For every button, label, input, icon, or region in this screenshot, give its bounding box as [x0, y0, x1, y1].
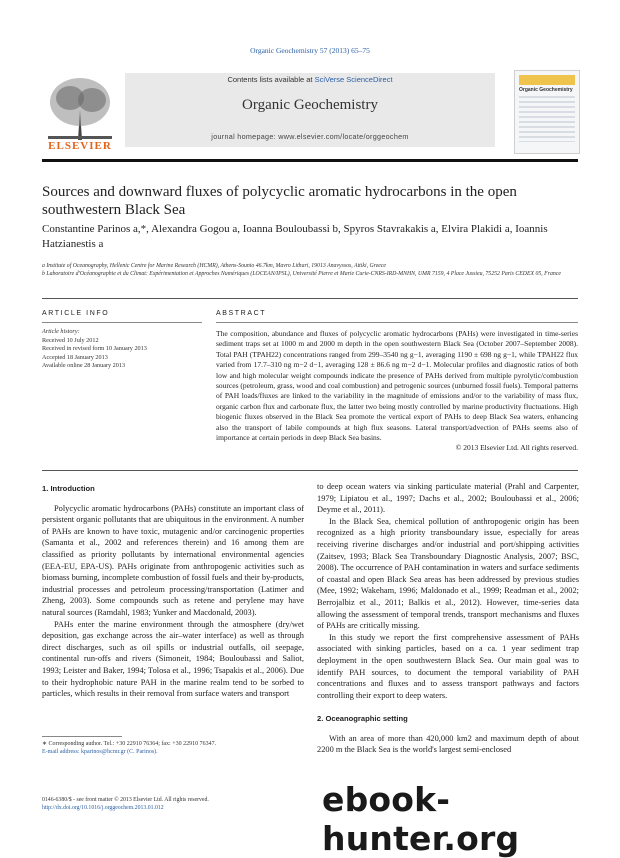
affiliation-a: a Institute of Oceanography, Hellenic Centre for Marine Research (HCMR), Athens-Sounio 46.7km, Mavro Lithari, 19013 Anavyssos, Attiki, Greece [42, 263, 386, 269]
right-paragraph-2: In this study we report the first comprehensive assessment of PAHs associated with sinking particles, based on a ca. 1 year sediment trap deployment in the open southwestern Black Sea. Our main goal was to identify PAH sources, to document the temporal variability of PAH concentrations and fluxes and to assess transport pathways and factors controlling their export to deep waters. [317, 632, 579, 700]
author-email[interactable]: E-mail address: kparinos@hcmr.gr (C. Parinos). [42, 749, 158, 755]
author-list: Constantine Parinos a,*, Alexandra Gogou a, Ioanna Bouloubassi b, Spyros Stavrakakis a, Elvira Plakidi a, Ioannis Hatzianestis a [42, 223, 548, 250]
right-paragraph-1: In the Black Sea, chemical pollution of anthropogenic origin has been recognized as a high priority transboundary issue, especially for areas receiving riverine discharges and/or industrial and port/shipping activities (Zaitsev, 1993; Black Sea Transboundary Diagnostic Analysis, 2007; BSC, 2008). The occurrence of PAH contamination in waters and surface sediments of coastal and open Black Sea areas has been addressed by previous studies (Mee, 1992; Wakeham, 1996; Maldonado et al., 1999; Readman et al., 2002; Berrojalbiz et al., 2011; Balkis et al., 2012). However, time-series data allowing the assessment of temporal trends, transport mechanisms and fluxes of PAHs are critically missing. [317, 516, 579, 631]
footnote [42, 740, 302, 756]
page-footer [42, 797, 302, 812]
abstract-body [216, 329, 578, 454]
setting-heading: 2. Oceanographic setting [317, 714, 408, 724]
history-received: Received 10 July 2012 [42, 336, 99, 344]
elsevier-logo [42, 70, 118, 152]
right-column [317, 481, 579, 756]
history-accepted: Accepted 18 January 2013 [42, 353, 108, 361]
intro-paragraph-1: Polycyclic aromatic hydrocarbons (PAHs) constitute an important class of persistent organic pollutants that are ubiquitous in the environment. A number of PAHs are known to have toxic, mutagenic and/or carcinogenic properties (Samanta et al., 2002 and references therein) and 16 among them are classified as priority pollutants by international environmental agencies (EEA-EU, EPA-US). PAHs originate from anthropogenic activities such as biomass burning, incomplete combustion of fossil fuels and their by-products, industrial processes and petroleum processing/transportation (Latimer and Zheng, 2003). Some compounds such as retene and perylene may have natural sources (Ramdahl, 1983; Yunker and Macdonald, 2003). [42, 503, 304, 617]
cover-contents [519, 96, 575, 142]
journal-title: Organic Geochemistry [242, 97, 378, 113]
abstract-bottom-rule [42, 470, 578, 471]
watermark-text: ebook-hunter.org [322, 780, 520, 858]
article-info-rule [42, 322, 202, 323]
elsevier-wordmark: ELSEVIER [48, 140, 112, 152]
masthead [42, 64, 578, 156]
journal-reference[interactable]: Organic Geochemistry 57 (2013) 65–75 [250, 46, 370, 55]
journal-cover-thumbnail [514, 70, 580, 154]
sciencedirect-link[interactable]: SciVerse ScienceDirect [314, 75, 393, 84]
cover-title: Organic Geochemistry [519, 87, 573, 93]
contents-prefix: Contents lists available at [227, 75, 313, 84]
footnote-rule [42, 736, 122, 737]
homepage-url[interactable]: www.elsevier.com/locate/orggeochem [278, 132, 409, 141]
abstract-text: The composition, abundance and fluxes of polycyclic aromatic hydrocarbons (PAHs) were investigated in time-series sediment traps set at 1000 m and 2000 m depth in the open southwestern Black Sea (October 2007–September 2008). Total PAH (TPAH22) concentrations ranged from 299–3540 ng g−1, averaging 1190 ± 698 ng g−1, while TPAH22 flux varied from 17.7–310 ng m−2 d−1, averaging 128 ± 86.6 ng m−2 d−1. Molecular profiles and diagnostic ratios of both low and high molecular weight compounds indicate the presence of PAHs derived from multiple pyrolytic/combustion sources (petroleum, grass, wood and coal combustion) and petrogenic sources (unburned fossil fuels). Temporal patterns of PAH loads/fluxes are linked to the variability in the magnitude of emissions and/or to the variability of mass flux, organic carbon flux and carbonate flux, the latter two being mostly controlled by marine productivity fluctuations. High biogenic fluxes observed in the Black Sea promote the vertical export of PAHs to deep Black Sea waters, enhancing also the transport of labile compounds at high flux seasons. Lateral transport/advection of PAHs seems also of importance at certain periods in deep Black Sea basins. [216, 329, 578, 443]
contents-line [125, 75, 495, 84]
doi-link[interactable]: http://dx.doi.org/10.1016/j.orggeochem.2013.01.012 [42, 804, 164, 811]
article-info-heading: ARTICLE INFO [42, 310, 110, 317]
affiliation-rule [42, 298, 578, 299]
right-paragraph-3: With an area of more than 420,000 km2 and maximum depth of about 2200 m the Black Sea is the world's largest semi-enclosed [317, 733, 579, 755]
affiliation-b: b Laboratoire d'Océanographie et du Climat: Expérimentation et Approches Numériques (LOCEAN/IPSL), Université Pierre et Marie Curie-CNRS-IRD-MNHN, UMR 7159, 4 Place Jussieu, 75252 Paris CEDEX 05, France [42, 271, 561, 277]
history-online: Available online 28 January 2013 [42, 362, 126, 370]
journal-homepage [125, 132, 495, 141]
corresponding-author: ∗ Corresponding author. Tel.: +30 22910 76364; fax: +30 22910 76347. [42, 741, 217, 747]
cover-banner [519, 75, 575, 85]
front-matter-line: 0146-6380/$ - see front matter © 2013 Elsevier Ltd. All rights reserved. [42, 797, 209, 803]
history-revised: Received in revised form 10 January 2013 [42, 345, 147, 353]
intro-heading: 1. Introduction [42, 484, 95, 493]
abstract-heading: ABSTRACT [216, 310, 267, 317]
copyright-line: © 2013 Elsevier Ltd. All rights reserved. [455, 443, 578, 453]
left-column [42, 483, 304, 700]
masthead-rule [42, 159, 578, 162]
abstract-rule [216, 322, 578, 323]
intro-paragraph-2: PAHs enter the marine environment through the atmosphere (dry/wet deposition, gas exchange across the air–water interface) as well as through direct discharges, such as oil spills or industrial outfalls, oil seepage, continental run-offs and rivers (Simoneit, 1984; Bouloubassi and Saliot, 1993; Leister and Baker, 1994; Tolosa et al., 1996; Tsapakis et al., 2006). Due to their hydrophobic nature PAH in the marine realm tend to be sorbed to particles, which results in their removal from surface waters and transport [42, 619, 304, 699]
homepage-prefix: journal homepage: [211, 132, 276, 141]
history-label: Article history: [42, 328, 80, 335]
article-title: Sources and downward fluxes of polycyclic aromatic hydrocarbons in the open southwestern Black Sea [42, 184, 517, 218]
article-history [42, 328, 202, 371]
right-paragraph-0: to deep ocean waters via sinking particulate material (Prahl and Carpenter, 1979; Lipiatou et al., 1997; Dachs et al., 2002; Bouloubassi et al., 2006; Deyme et al., 2011). [317, 482, 579, 515]
